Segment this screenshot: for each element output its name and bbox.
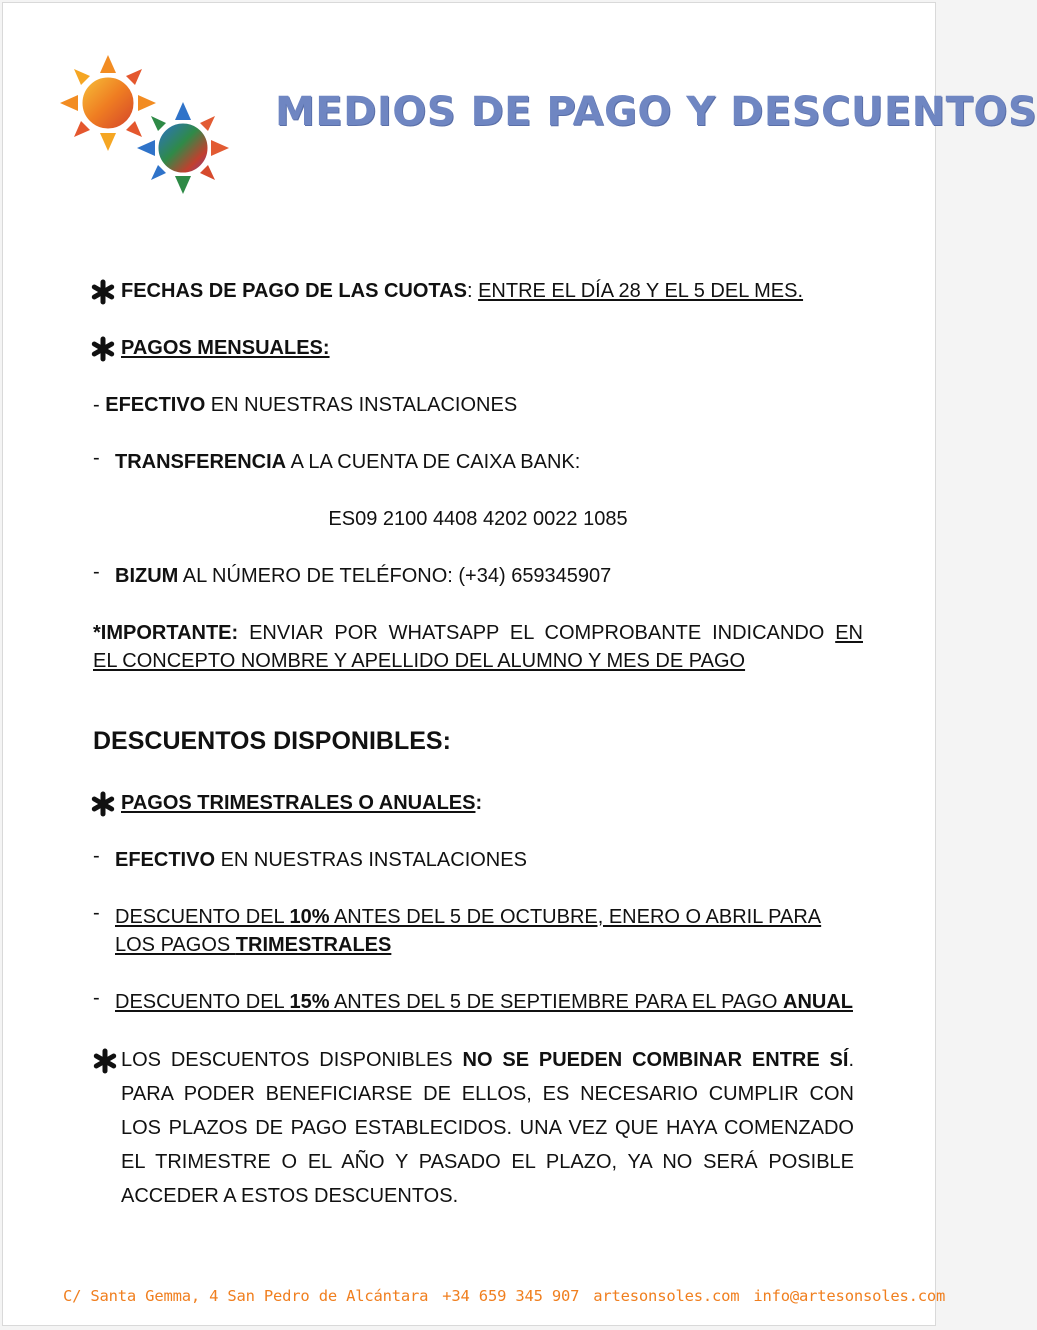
quarterly-post: ANTES DEL 5 DE OCTUBRE, ENERO O ABRIL PARA [329, 906, 822, 928]
dash: - [93, 987, 100, 1009]
important-label: *IMPORTANTE: [93, 622, 239, 644]
footer-contact [63, 1287, 945, 1305]
important-line-2 [93, 647, 863, 675]
transfer-text: A LA CUENTA DE CAIXA BANK: [286, 451, 581, 473]
annual-bold: ANUAL [783, 991, 853, 1013]
discounts-heading-text: PAGOS TRIMESTRALES O ANUALES [121, 792, 476, 814]
important-underlined-rest: EL CONCEPTO NOMBRE Y APELLIDO DEL ALUMNO Y MES DE PAGO [93, 650, 746, 672]
iban-number: ES09 2100 4408 4202 0022 1085 [328, 508, 628, 530]
monthly-bizum-line [93, 562, 885, 590]
bizum-text: AL NÚMERO DE TELÉFONO: (+34) 659345907 [178, 565, 612, 587]
footer-address: C/ Santa Gemma, 4 San Pedro de Alcántara [63, 1287, 429, 1305]
asterisk-bullet-icon [91, 792, 115, 816]
discounts-heading-colon: : [475, 792, 483, 814]
asterisk-bullet-icon [91, 280, 115, 304]
bizum-label: BIZUM [115, 565, 179, 587]
payment-dates-line [93, 277, 891, 305]
quarterly-line2-bold: TRIMESTRALES [235, 934, 392, 956]
cash-label: EFECTIVO [115, 849, 216, 871]
note-pre: LOS DESCUENTOS DISPONIBLES [121, 1049, 463, 1071]
footer-phone: +34 659 345 907 [442, 1287, 580, 1305]
asterisk-bullet-icon [91, 337, 115, 361]
monthly-heading-text: PAGOS MENSUALES: [121, 337, 330, 359]
annual-pre: DESCUENTO DEL [115, 991, 290, 1013]
dash: - [93, 902, 100, 924]
monthly-cash-line [93, 391, 863, 419]
quarterly-line2-pre: LOS PAGOS [115, 934, 236, 956]
discount-cash-line [93, 846, 885, 874]
cash-text: EN NUESTRAS INSTALACIONES [205, 394, 518, 416]
transfer-label: TRANSFERENCIA [115, 451, 287, 473]
annual-post: ANTES DEL 5 DE SEPTIEMBRE PARA EL PAGO [329, 991, 783, 1013]
dash: - [93, 394, 100, 416]
asterisk-bullet-icon [93, 1049, 117, 1073]
quarterly-discount-line-1 [93, 903, 885, 931]
footer-email[interactable]: info@artesonsoles.com [753, 1287, 946, 1305]
dash: - [93, 845, 100, 867]
note-bold: NO SE PUEDEN COMBINAR ENTRE SÍ [462, 1049, 849, 1071]
page-title: MEDIOS DE PAGO Y DESCUENTOS [275, 89, 1037, 135]
important-text: ENVIAR POR WHATSAPP EL COMPROBANTE INDICANDO [238, 622, 836, 644]
quarterly-discount-line-2 [93, 931, 885, 959]
monthly-transfer-line [93, 448, 885, 476]
annual-percent: 15% [289, 991, 330, 1013]
cash-label: EFECTIVO [105, 394, 206, 416]
footer-website[interactable]: artesonsoles.com [593, 1287, 740, 1305]
document-page [2, 2, 1037, 1326]
dash: - [93, 447, 100, 469]
quarterly-percent: 10% [289, 906, 330, 928]
payment-dates-label: FECHAS DE PAGO DE LAS CUOTAS [121, 280, 467, 302]
important-line-1 [93, 619, 863, 647]
cash-text: EN NUESTRAS INSTALACIONES [215, 849, 527, 871]
discounts-title: DESCUENTOS DISPONIBLES: [93, 727, 451, 755]
payment-dates-separator: : [466, 280, 473, 302]
dash: - [93, 561, 100, 583]
discounts-heading [93, 789, 891, 817]
payment-dates-value: ENTRE EL DÍA 28 Y EL 5 DEL MES. [478, 280, 804, 302]
annual-discount-line [93, 988, 885, 1016]
discounts-note [121, 1043, 854, 1213]
quarterly-pre: DESCUENTO DEL [115, 906, 290, 928]
note-post: . PARA PODER BENEFICIARSE DE ELLOS, ES NECESARIO CUMPLIR CON LOS PLAZOS DE PAGO ESTABLECIDOS. UNA VEZ QUE HAYA COMENZADO EL TRIMESTRE O EL AÑO Y PASADO EL PLAZO, YA NO SERÁ POSIBLE ACCEDER A ESTOS DESCUENTOS. [121, 1049, 854, 1207]
important-underlined-start: EN [835, 622, 863, 644]
sun-logo-icon [53, 53, 238, 203]
monthly-payments-heading [93, 334, 891, 362]
